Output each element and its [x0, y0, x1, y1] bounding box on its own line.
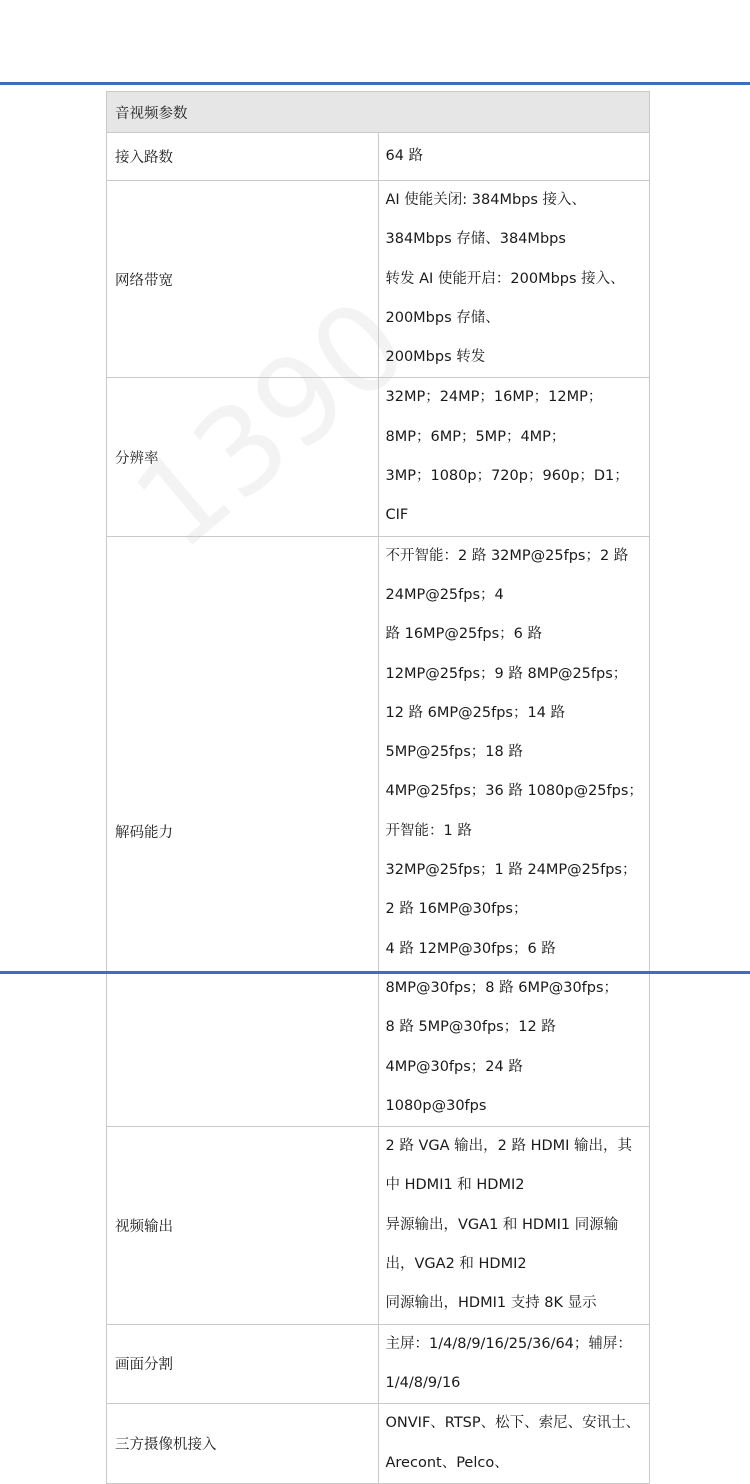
spec-value-line: 异源输出，VGA1 和 HDMI1 同源输出，VGA2 和 HDMI2: [385, 1216, 619, 1273]
spec-value: [378, 1404, 650, 1484]
section-header: 音视频参数: [107, 92, 650, 133]
spec-value: [378, 1127, 650, 1324]
spec-value: [378, 378, 650, 536]
spec-value-line: 8 路 5MP@30fps；12 路 4MP@30fps；24 路: [385, 1019, 556, 1075]
spec-value: [378, 133, 650, 181]
spec-label: 解码能力: [107, 536, 379, 1126]
spec-value: [378, 1324, 650, 1404]
spec-row: [107, 1404, 650, 1484]
spec-value-line: 32MP@25fps；1 路 24MP@25fps；2 路 16MP@30fps；: [385, 862, 637, 918]
spec-value-line: 4 路 12MP@30fps；6 路 8MP@30fps；8 路 6MP@30fps；: [385, 940, 619, 996]
spec-value-line: 转发 AI 使能开启：200Mbps 接入、200Mbps 存储、: [385, 270, 625, 326]
spec-row: [107, 133, 650, 181]
spec-value-line: 不开智能：2 路 32MP@25fps；2 路 24MP@25fps；4: [385, 547, 629, 603]
spec-label: 接入路数: [107, 133, 379, 181]
spec-value-line: 3MP；1080p；720p；960p；D1；CIF: [385, 468, 629, 524]
bottom-rule: [0, 971, 750, 974]
spec-value-line: 1080p@30fps: [385, 1097, 487, 1114]
spec-table: [106, 91, 650, 1484]
spec-row: [107, 536, 650, 1126]
spec-value-line: 路 16MP@25fps；6 路 12MP@25fps；9 路 8MP@25fps；: [385, 626, 628, 682]
section-header-row: [107, 92, 650, 133]
spec-value-line: 4MP@25fps；36 路 1080p@25fps；开智能：1 路: [385, 783, 643, 839]
spec-value-line: 同源输出，HDMI1 支持 8K 显示: [385, 1295, 597, 1312]
spec-label: 三方摄像机接入: [107, 1404, 379, 1484]
spec-value-line: 2 路 VGA 输出，2 路 HDMI 输出，其中 HDMI1 和 HDMI2: [385, 1138, 633, 1194]
spec-value-line: 200Mbps 转发: [385, 349, 486, 366]
spec-row: [107, 181, 650, 378]
spec-row: [107, 1324, 650, 1404]
spec-label: 画面分割: [107, 1324, 379, 1404]
spec-label: 网络带宽: [107, 181, 379, 378]
spec-value: [378, 181, 650, 378]
spec-value-line: ONVIF、RTSP、松下、索尼、安讯士、Arecont、Pelco、: [385, 1415, 641, 1471]
spec-value-line: 主屏：1/4/8/9/16/25/36/64；辅屏：1/4/8/9/16: [385, 1335, 632, 1391]
spec-label: 视频输出: [107, 1127, 379, 1324]
spec-value-line: 64 路: [385, 147, 424, 164]
spec-row: [107, 378, 650, 536]
top-rule: [0, 82, 750, 85]
spec-value-line: 12 路 6MP@25fps；14 路 5MP@25fps；18 路: [385, 704, 566, 761]
spec-label: 分辨率: [107, 378, 379, 536]
spec-value-line: AI 使能关闭: 384Mbps 接入、384Mbps 存储、384Mbps: [385, 192, 587, 248]
spec-value: [378, 536, 650, 1126]
spec-row: [107, 1127, 650, 1324]
spec-value-line: 32MP；24MP；16MP；12MP；8MP；6MP；5MP；4MP；: [385, 389, 603, 445]
